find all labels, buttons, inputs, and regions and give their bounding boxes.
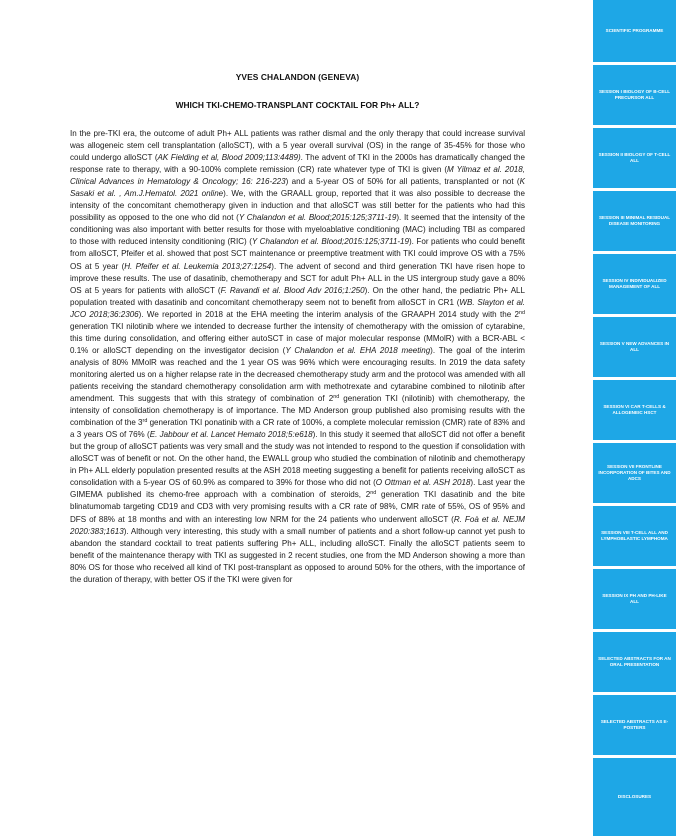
nav-disclosures[interactable]: DISCLOSURES xyxy=(593,758,676,836)
nav-session-5[interactable]: SESSION V NEW ADVANCES IN ALL xyxy=(593,317,676,377)
body-text: ). We reported in 2018 at the EHA meeting the interim analysis of the GRAAPH 2014 study with the 2 xyxy=(138,309,519,319)
citation: WB. Slayton et al. JCO 2018;36:2306 xyxy=(70,297,525,319)
body-text: generation TKI dasatinib and the bite blinatumomab targeting CD19 and CD3 with very promising results with a CR rate of 98%, CMR rate of 55%, OS of 95% and DFS of 88% at 18 months and with an interesting low NRM for the 24 patients who underwent alloSCT ( xyxy=(70,490,525,524)
body-text: ) and a 5-year OS of 50% for all patients, transplanted or not ( xyxy=(285,177,520,187)
author-heading: YVES CHALANDON (GENEVA) xyxy=(235,72,360,82)
abstract-title: WHICH TKI-CHEMO-TRANSPLANT COCKTAIL FOR Ph+ ALL? xyxy=(175,100,420,110)
citation: R. Foà et al. NEJM 2020:383;1613 xyxy=(70,514,525,536)
nav-session-6[interactable]: SESSION VI CAR T-CELLS & ALLOGENEIC HSCT xyxy=(593,380,676,440)
body-text: ). It seemed that the intensity of the conditioning was also important with better results for those with myeloablative conditioning (MAC) including TBI as compared to those with reduced intensity conditioning (RIC) ( xyxy=(70,213,525,247)
citation: O Ottman et al. ASH 2018 xyxy=(375,478,471,488)
citation: E. Jabbour et al. Lancet Hemato 2018;5:e618 xyxy=(149,430,313,440)
superscript: nd xyxy=(518,309,525,316)
citation: Y Chalandon et al. Blood;2015:125;3711-19 xyxy=(238,213,397,223)
body-text: ). For patients who could benefit from alloSCT, Pfeifer et al. showed that post SCT maintenance or preemptive treatment with TKI could improve OS with a 75% OS at 5 year ( xyxy=(70,237,525,271)
citation: M Yilmaz et al. 2018, Clinical Advances in Hematology & Oncology; 16: 216-223 xyxy=(70,165,525,187)
nav-session-7[interactable]: SESSION VII FRONTLINE INCORPORATION OF BITES AND ADCS xyxy=(593,443,676,503)
body-text: ). The goal of the interim analysis of 80% MMolR was reached and the 1 year OS was 96% which were encouraging results. In 2019 the data safety monitoring alerted us on a higher relapse rate in the decreased chemotherapy study arm and the protocol was amended with all patients receiving the standard chemotherapy consolidation arm with methotrexate and cytarabine combined to nilotinib after amendment. This suggests that with this strategy of combination of 2 xyxy=(70,345,525,404)
citation: Y Chalandon et al. EHA 2018 meeting xyxy=(285,345,431,355)
nav-session-8[interactable]: SESSION VIII T-CELL ALL AND LYMPHOBLASTIC LYMPHOMA xyxy=(593,506,676,566)
body-text: ). Although very interesting, this study with a small number of patients and a short follow-up cannot yet push to abandon the standard cocktail to treat patients suffering Ph+ ALL, including alloSCT. Finally the alloSCT patients seem to benefit of the maintenance therapy with TKI as suggested in 2 recent studies, one from the MD Anderson showing a more than 80% OS for those who received all kind of TKI post-transplant as opposed to around 50% for the others, with the importance of the duration of therapy, with better OS if the TKI were given for xyxy=(70,526,525,584)
body-text: ). In this study it seemed that alloSCT did not offer a benefit but the group of alloSCT patients was very small and the study was not intended to respond to the question if consolidation with alloSCT was of benefit or not. On the other hand, the EWALL group who studied the combination of nilotinib and chemotherapy in Ph+ ALL elderly population presented results at the ASH 2018 meeting suggesting a benefit for patients receiving alloSCT as consolidation with a 5-year OS of 60.9% as compared to 39% for those who did not ( xyxy=(70,430,525,488)
body-text: generation TKI (nilotinib) with chemotherapy, the intensity of consolidation chemotherapy is of importance. The MD Anderson group published also promising results with the combination of the 3 xyxy=(70,394,526,428)
sidebar-nav xyxy=(593,0,676,836)
superscript: nd xyxy=(333,394,340,401)
body-text: generation TKI ponatinib with a CR rate of 100%, a complete molecular remission (CMR) rate of 83% and a 3 years OS of 76% ( xyxy=(70,418,525,440)
nav-session-3[interactable]: SESSION III MINIMAL RESIDUAL DISEASE MONITORING xyxy=(593,191,676,251)
citation: AK Fielding et al, Blood 2009;113:4489) xyxy=(157,153,301,163)
nav-session-2[interactable]: SESSION II BIOLOGY OF T-CELL ALL xyxy=(593,128,676,188)
body-text: In the pre-TKI era, the outcome of adult Ph+ ALL patients was rather dismal and the only therapy that could increase survival was allogeneic stem cell transplantation (alloSCT), with a 5 year overall survival (OS) in the range of 35-45% for those who could undergo alloSCT ( xyxy=(70,129,525,163)
citation: F. Ravandi et al. Blood Adv 2016;1:250 xyxy=(220,285,365,295)
nav-session-9[interactable]: SESSION IX PH AND PH-LIKE ALL xyxy=(593,569,676,629)
nav-scientific-programme[interactable]: SCIENTIFIC PROGRAMME xyxy=(593,0,676,62)
body-text: generation TKI nilotinib where we intended to decrease further the intensity of chemotherapy with the omission of cytarabine, this time during consolidation, and offering either autoSCT in case of major molecular response (MMolR) with a BCR-ABL < 0.1% or alloSCT depending on the investigator decision ( xyxy=(70,321,525,355)
citation: K Sasaki et al. , Am.J.Hematol. 2021 online xyxy=(70,177,525,199)
citation: Y Chalandon et al. Blood;2015:125;3711-19 xyxy=(251,237,409,247)
body-text: ). We, with the GRAALL group, reported that it was also possible to decrease the intensity of the concomitant chemotherapy given in induction and that alloSCT was still better for the patients who had this possibility as opposed to the one who did not ( xyxy=(70,189,525,223)
nav-selected-oral-abstracts[interactable]: SELECTED ABSTRACTS FOR AN ORAL PRESENTATION xyxy=(593,632,676,692)
body-text: ). On the other hand, the pediatric Ph+ ALL population treated with dasatinib and concomitant chemotherapy seem not to benefit from alloSCT in CR1 ( xyxy=(70,285,526,307)
nav-session-4[interactable]: SESSION IV INDIVIDUALIZED MANAGEMENT OF ALL xyxy=(593,254,676,314)
nav-session-1[interactable]: SESSION I BIOLOGY OF B-CELL PRECURSOR ALL xyxy=(593,65,676,125)
body-text: ). The advent of second and third generation TKI have risen hope to improve these results. The use of dasatinib, chemotherapy and SCT for adult Ph+ ALL in the US intergroup study gave a 80% OS at 5 years for patients with alloSCT ( xyxy=(70,261,525,295)
superscript: rd xyxy=(142,418,148,425)
citation: H. Pfeifer et al. Leukemia 2013;27:1254 xyxy=(124,261,272,271)
body-text: . The advent of TKI in the 2000s has dramatically changed the response rate to therapy, with a 90-100% complete remission (CR) rate whatever type of TKI is given ( xyxy=(70,153,525,175)
abstract-body xyxy=(70,128,525,586)
superscript: nd xyxy=(370,490,377,497)
nav-selected-eposters[interactable]: SELECTED ABSTRACTS AS E-POSTERS xyxy=(593,695,676,755)
body-text: ). Last year the GIMEMA published its chemo-free approach with a combination of steroids, 2 xyxy=(70,478,525,500)
